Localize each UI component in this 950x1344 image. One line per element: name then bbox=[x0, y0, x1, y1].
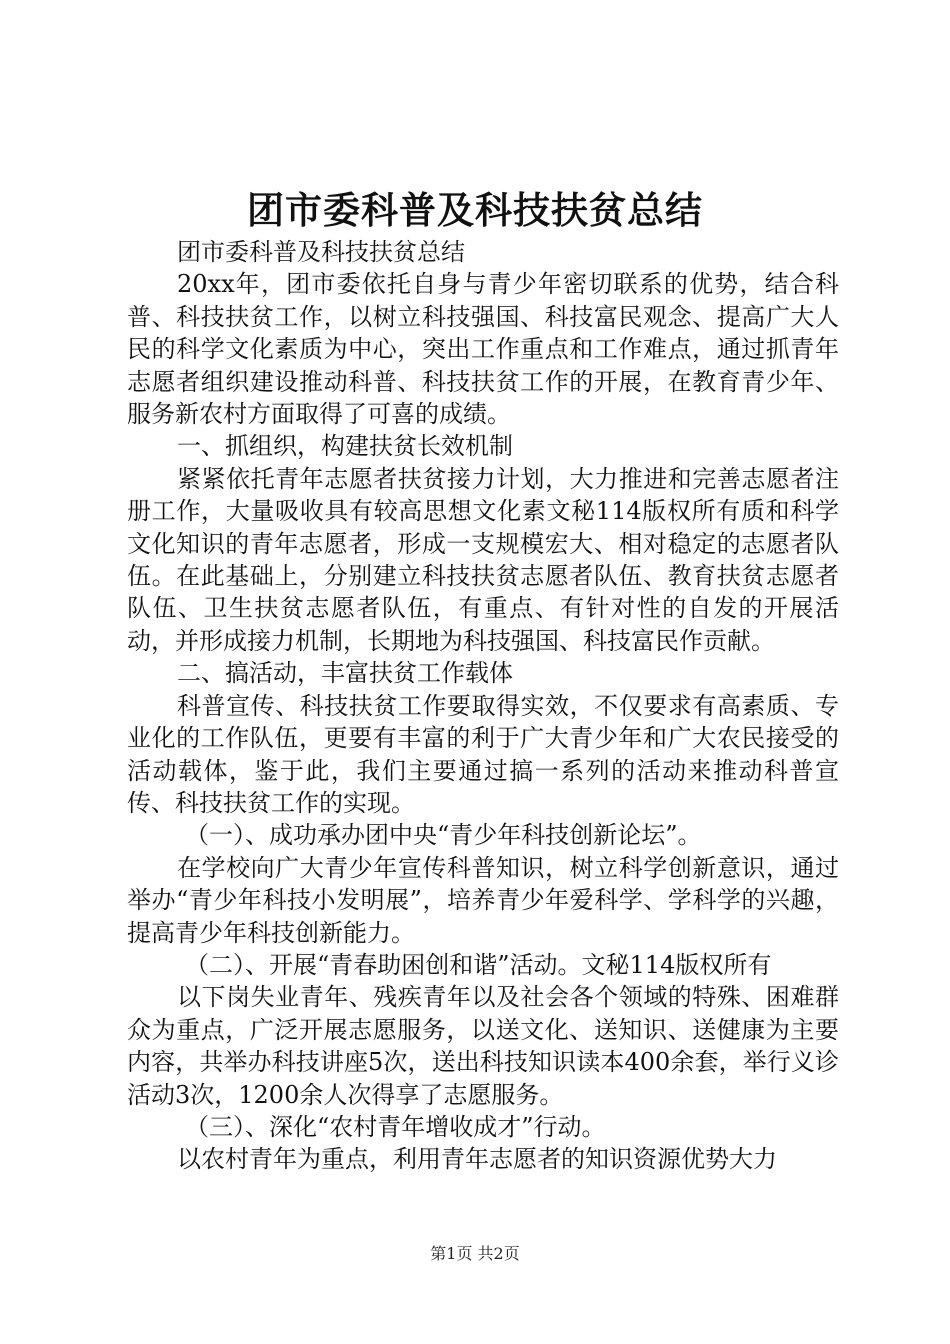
subsection-heading-1: （一）、成功承办团中央“青少年科技创新论坛”。 bbox=[185, 821, 702, 850]
paragraph-subtitle: 团市委科普及科技扶贫总结 bbox=[177, 238, 465, 266]
paragraph-subsection-3: 以农村青年为重点，利用青年志愿者的知识资源优势大力 bbox=[177, 1145, 777, 1174]
paragraph-subsection-2: 以下岗失业青年、残疾青年以及社会各个领域的特殊、困难群众为重点，广泛开展志愿服务，以送文化、送知识、送健康为主要内容，共举办科技讲座5次，送出科技知识读本400余套，举行义诊活动3次，1200余人次得享了志愿服务。 bbox=[127, 983, 839, 1109]
subsection-heading-3: （三）、深化“农村青年增收成才”行动。 bbox=[185, 1112, 606, 1141]
subsection-heading-2: （二）、开展“青春助困创和谐”活动。文秘114版权所有 bbox=[185, 950, 772, 979]
paragraph-subsection-1: 在学校向广大青少年宣传科普知识，树立科学创新意识，通过举办“青少年科技小发明展”，培养青少年爱科学、学科学的兴趣，提高青少年科技创新能力。 bbox=[127, 853, 839, 947]
section-heading-2: 二、搞活动，丰富扶贫工作载体 bbox=[177, 659, 513, 688]
document-body bbox=[127, 236, 839, 1176]
page-number-footer: 第1页 共2页 bbox=[430, 1244, 520, 1263]
paragraph-section-1: 紧紧依托青年志愿者扶贫接力计划，大力推进和完善志愿者注册工作，大量吸收具有较高思想文化素文秘114版权所有质和科学文化知识的青年志愿者，形成一支规模宏大、相对稳定的志愿者队伍。在此基础上，分别建立科技扶贫志愿者队伍、教育扶贫志愿者队伍、卫生扶贫志愿者队伍，有重点、有针对性的自发的开展活动，并形成接力机制，长期地为科技强国、科技富民作贡献。 bbox=[127, 464, 839, 655]
document-title: 团市委科普及科技扶贫总结 bbox=[247, 188, 703, 232]
paragraph-section-2: 科普宣传、科技扶贫工作要取得实效，不仅要求有高素质、专业化的工作队伍，更要有丰富的利于广大青少年和广大农民接受的活动载体，鉴于此，我们主要通过搞一系列的活动来推动科普宣传、科技扶贫工作的实现。 bbox=[127, 691, 839, 817]
paragraph-intro: 20xx年，团市委依托自身与青少年密切联系的优势，结合科普、科技扶贫工作，以树立科技强国、科技富民观念、提高广大人民的科学文化素质为中心，突出工作重点和工作难点，通过抓青年志愿者组织建设推动科普、科技扶贫工作的开展，在教育青少年、服务新农村方面取得了可喜的成绩。 bbox=[127, 270, 839, 429]
section-heading-1: 一、抓组织，构建扶贫长效机制 bbox=[177, 432, 513, 461]
